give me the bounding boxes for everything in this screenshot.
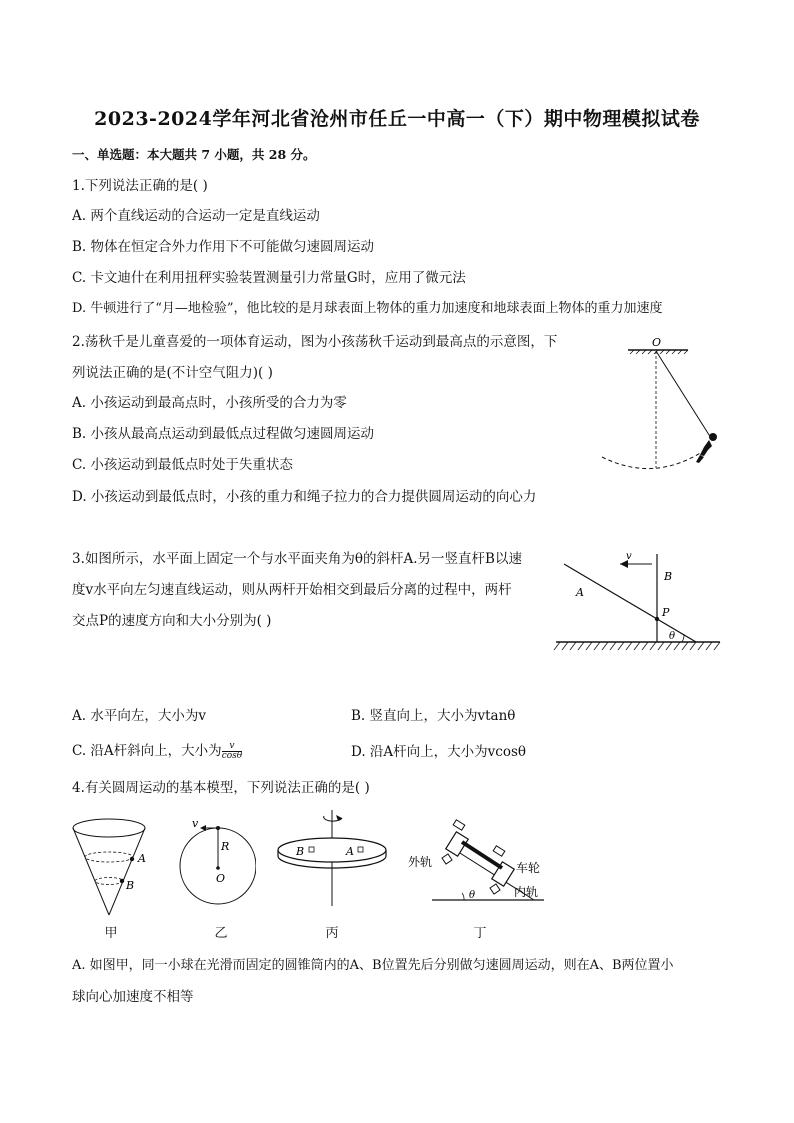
turntable-a-label: A <box>346 845 354 858</box>
swing-pivot-label: O <box>652 336 662 349</box>
page-title: 2023-2024学年河北省沧州市任丘一中高一（下）期中物理模拟试卷 <box>94 108 700 130</box>
section-heading: 一、单选题：本大题共 7 小题，共 28 分。 <box>72 147 316 162</box>
swing-figure <box>596 334 736 474</box>
q2-stem-1: 2.荡秋千是儿童喜爱的一项体育运动，图为小孩荡秋千运动到最高点的示意图，下 <box>72 334 558 350</box>
circle-figure <box>176 812 256 912</box>
circle-v-label: v <box>192 817 199 830</box>
q4-option-a-line-2: 球向心加速度不相等 <box>72 989 194 1005</box>
q1-option-d: D. 牛顿进行了“月—地检验”，他比较的是月球表面上物体的重力加速度和地球表面上物体的重力加速度 <box>72 301 663 316</box>
q3-option-c-text: C. 沿A杆斜向上，大小为 <box>72 743 222 759</box>
angle-theta-label: θ <box>669 631 676 642</box>
caption-yi: 乙 <box>214 926 228 941</box>
q1-option-a: A. 两个直线运动的合运动一定是直线运动 <box>72 208 320 224</box>
q1-option-c: C. 卡文迪什在利用扭秤实验装置测量引力常量G时，应用了微元法 <box>72 270 466 286</box>
wheel-label: 车轮 <box>516 861 541 875</box>
q3-option-c <box>72 742 242 761</box>
rods-figure <box>548 546 726 658</box>
rail-figure <box>402 808 550 916</box>
q1-stem: 1.下列说法正确的是( ) <box>72 178 208 194</box>
q3-stem-2: 度v水平向左匀速直线运动，则从两杆开始相交到最后分离的过程中，两杆 <box>72 582 512 598</box>
turntable-b-label: B <box>296 845 305 858</box>
q2-option-d: D. 小孩运动到最低点时，小孩的重力和绳子拉力的合力提供圆周运动的向心力 <box>72 489 537 505</box>
cone-a-label: A <box>138 852 146 865</box>
q3-option-a: A. 水平向左，大小为v <box>72 708 206 724</box>
caption-bing: 丙 <box>325 926 339 941</box>
q4-stem: 4.有关圆周运动的基本模型，下列说法正确的是( ) <box>72 780 370 796</box>
caption-jia: 甲 <box>104 926 118 941</box>
q3-option-d: D. 沿A杆向上，大小为vcosθ <box>351 744 527 760</box>
point-p-label: P <box>662 606 670 619</box>
q3-stem-3: 交点P的速度方向和大小分别为( ) <box>72 613 272 629</box>
q3-option-b: B. 竖直向上，大小为vtanθ <box>351 708 516 724</box>
velocity-label: v <box>626 551 632 562</box>
q2-option-c: C. 小孩运动到最低点时处于失重状态 <box>72 457 293 473</box>
q2-stem-2: 列说法正确的是(不计空气阻力)( ) <box>72 365 273 381</box>
q4-option-a-line-1: A. 如图甲，同一小球在光滑而固定的圆锥筒内的A、B位置先后分别做匀速圆周运动，则在A、B两位置小 <box>72 958 674 973</box>
circle-o-label: O <box>216 872 226 885</box>
inner-rail-label: 内轨 <box>514 885 539 899</box>
turntable-figure <box>272 806 392 918</box>
q2-option-a: A. 小孩运动到最高点时，小孩所受的合力为零 <box>72 395 347 411</box>
caption-ding: 丁 <box>473 926 487 941</box>
outer-rail-label: 外轨 <box>408 855 433 869</box>
cone-figure <box>66 810 156 920</box>
rod-a-label: A <box>576 586 584 599</box>
child-figure <box>696 433 717 463</box>
q2-option-b: B. 小孩从最高点运动到最低点过程做匀速圆周运动 <box>72 426 375 442</box>
q3-option-c-fraction: $\frac{v}{\cos\theta}$ <box>221 741 243 761</box>
rail-angle-label: θ <box>469 890 476 901</box>
q1-option-b: B. 物体在恒定合外力作用下不可能做匀速圆周运动 <box>72 239 375 255</box>
cone-b-label: B <box>126 879 135 892</box>
circle-r-label: R <box>221 840 230 853</box>
rod-b-label: B <box>664 570 673 583</box>
q3-stem-1: 3.如图所示，水平面上固定一个与水平面夹角为θ的斜杆A.另一竖直杆B以速 <box>72 551 522 567</box>
